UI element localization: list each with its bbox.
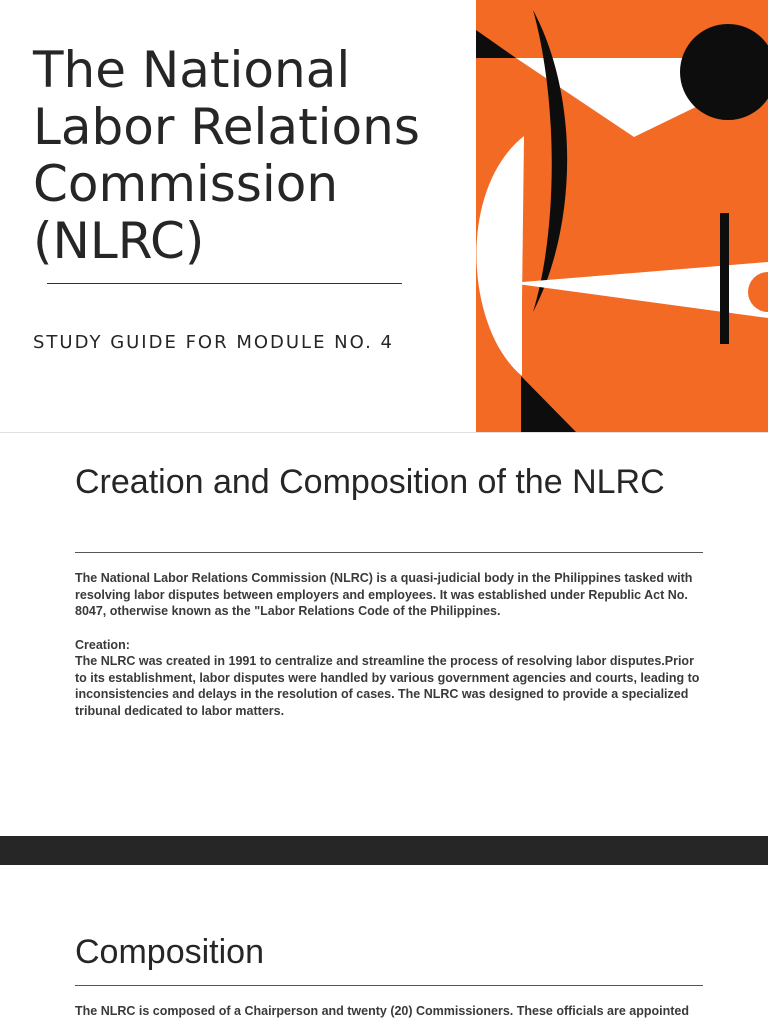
section-divider: [75, 985, 703, 986]
creation-paragraph: [75, 637, 705, 720]
abstract-artwork: [476, 0, 768, 432]
slide-gap: [0, 836, 768, 865]
content-slide-creation: [0, 433, 768, 836]
art-vertical-bar: [720, 213, 729, 344]
section-body: [75, 1003, 705, 1020]
intro-paragraph: The National Labor Relations Commission (NLRC) is a quasi-judicial body in the Philippines tasked with resolving labor disputes between employers and employees. It was established under Republic Act No. 8047, otherwise known as the "Labor Relations Code of the Philippines.: [75, 571, 693, 618]
section-body: [75, 570, 705, 719]
content-slide-composition: [0, 865, 768, 1024]
slide-subtitle: STUDY GUIDE FOR MODULE NO. 4: [33, 332, 394, 353]
title-divider: [47, 283, 402, 284]
section-heading: Composition: [75, 933, 264, 971]
section-heading: Creation and Composition of the NLRC: [75, 463, 665, 501]
composition-paragraph: The NLRC is composed of a Chairperson and twenty (20) Commissioners. These officials are appointed: [75, 1004, 690, 1018]
title-slide: [0, 0, 768, 432]
section-divider: [75, 552, 703, 553]
creation-label: Creation:: [75, 637, 130, 652]
creation-text: The NLRC was created in 1991 to centralize and streamline the process of resolving labor disputes.Prior to its establishment, labor disputes were handled by various government agencies and courts, leading to inconsistencies and delays in the resolution of cases. The NLRC was designed to provide a specialized tribunal dedicated to labor matters.: [75, 654, 700, 718]
slide-title: The National Labor Relations Commission (NLRC): [33, 41, 420, 270]
